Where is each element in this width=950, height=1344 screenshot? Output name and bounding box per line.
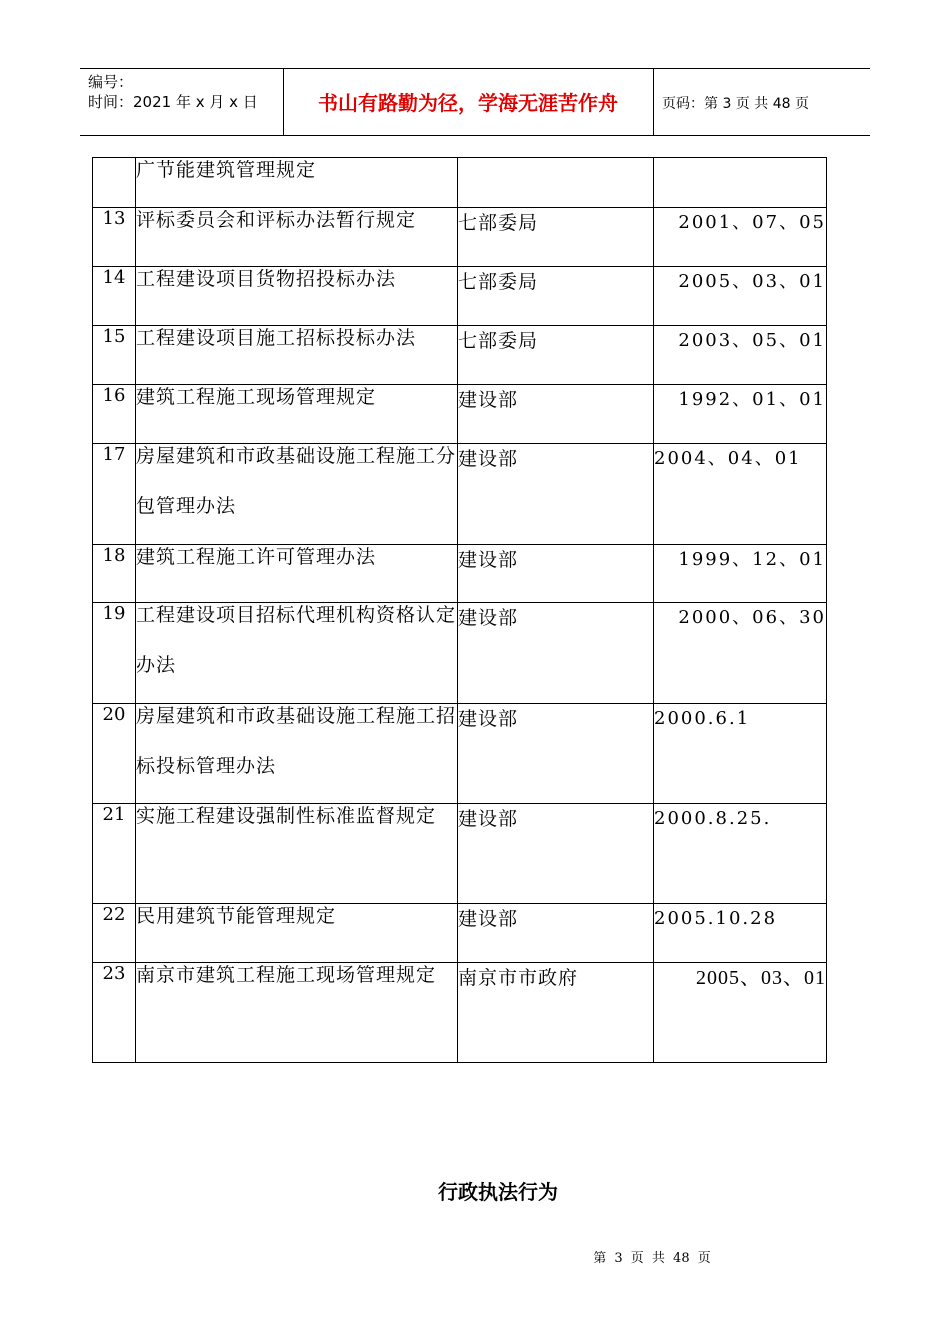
regulation-name-text: 民用建筑节能管理规定 — [136, 905, 337, 927]
header-divider-right — [653, 68, 654, 135]
issuing-department: 建设部 — [458, 545, 654, 603]
effective-date: 2005、03、01 — [654, 267, 827, 326]
issuing-department: 建设部 — [458, 385, 654, 444]
regulation-name-text: 房屋建筑和市政基础设施工程施工分包管理办法 — [136, 445, 457, 517]
regulation-name-text: 工程建设项目货物招投标办法 — [136, 268, 397, 290]
issuing-department: 七部委局 — [458, 326, 654, 385]
header-motto: 书山有路勤为径，学海无涯苦作舟 — [318, 91, 618, 115]
document-number-label: 编号： — [88, 73, 134, 91]
effective-date: 2000.8.25. — [654, 804, 827, 904]
row-number: 19 — [93, 603, 136, 704]
issuing-department: 建设部 — [458, 704, 654, 804]
effective-date — [654, 158, 827, 208]
header-page-info: 页码：第 3 页 共 48 页 — [662, 96, 809, 112]
issuing-department: 南京市市政府 — [458, 963, 654, 1063]
effective-date: 2005.10.28 — [654, 904, 827, 963]
row-number: 15 — [93, 326, 136, 385]
issuing-department — [458, 158, 654, 208]
regulation-name — [136, 704, 458, 804]
effective-date: 2000、06、30 — [654, 603, 827, 704]
issuing-department: 建设部 — [458, 904, 654, 963]
row-number: 14 — [93, 267, 136, 326]
table-row — [93, 804, 827, 904]
issuing-department: 建设部 — [458, 804, 654, 904]
row-number — [93, 158, 136, 208]
regulation-name-text: 建筑工程施工现场管理规定 — [136, 386, 377, 408]
table-row — [93, 704, 827, 804]
header-meta — [88, 72, 258, 112]
header-bottom-rule — [80, 135, 870, 136]
regulation-name-text: 南京市建筑工程施工现场管理规定 — [136, 964, 437, 986]
table-row — [93, 444, 827, 545]
regulation-name — [136, 444, 458, 545]
issuing-department: 建设部 — [458, 444, 654, 545]
regulation-name — [136, 603, 458, 704]
row-number: 13 — [93, 208, 136, 267]
effective-date: 1999、12、01 — [654, 545, 827, 603]
issuing-department: 建设部 — [458, 603, 654, 704]
effective-date: 2003、05、01 — [654, 326, 827, 385]
regulation-name-text: 工程建设项目施工招标投标办法 — [136, 327, 417, 349]
issuing-department: 七部委局 — [458, 267, 654, 326]
row-number: 21 — [93, 804, 136, 904]
effective-date: 2004、04、01 — [654, 444, 827, 545]
regulation-name-text: 工程建设项目招标代理机构资格认定办法 — [136, 604, 457, 676]
regulation-name — [136, 963, 458, 1063]
issuing-department: 七部委局 — [458, 208, 654, 267]
regulation-name-text: 实施工程建设强制性标准监督规定 — [136, 805, 437, 827]
effective-date: 2001、07、05 — [654, 208, 827, 267]
effective-date: 1992、01、01 — [654, 385, 827, 444]
row-number: 23 — [93, 963, 136, 1063]
regulation-name — [136, 804, 458, 904]
effective-date: 2005、03、01 — [654, 963, 827, 1063]
effective-date: 2000.6.1 — [654, 704, 827, 804]
regulations-table — [92, 157, 827, 1063]
row-number: 20 — [93, 704, 136, 804]
table-row — [93, 963, 827, 1063]
section-title: 行政执法行为 — [438, 1180, 558, 1204]
regulation-name-text: 广节能建筑管理规定 — [136, 159, 317, 181]
row-number: 16 — [93, 385, 136, 444]
regulation-name-text: 建筑工程施工许可管理办法 — [136, 546, 377, 568]
row-number: 18 — [93, 545, 136, 603]
table-row — [93, 603, 827, 704]
document-date: 时间：2021 年 x 月 x 日 — [88, 93, 258, 111]
row-number: 17 — [93, 444, 136, 545]
page-footer: 第 3 页 共 48 页 — [593, 1251, 711, 1266]
row-number: 22 — [93, 904, 136, 963]
regulation-name-text: 房屋建筑和市政基础设施工程施工招标投标管理办法 — [136, 705, 457, 777]
regulation-name-text: 评标委员会和评标办法暂行规定 — [136, 209, 417, 231]
